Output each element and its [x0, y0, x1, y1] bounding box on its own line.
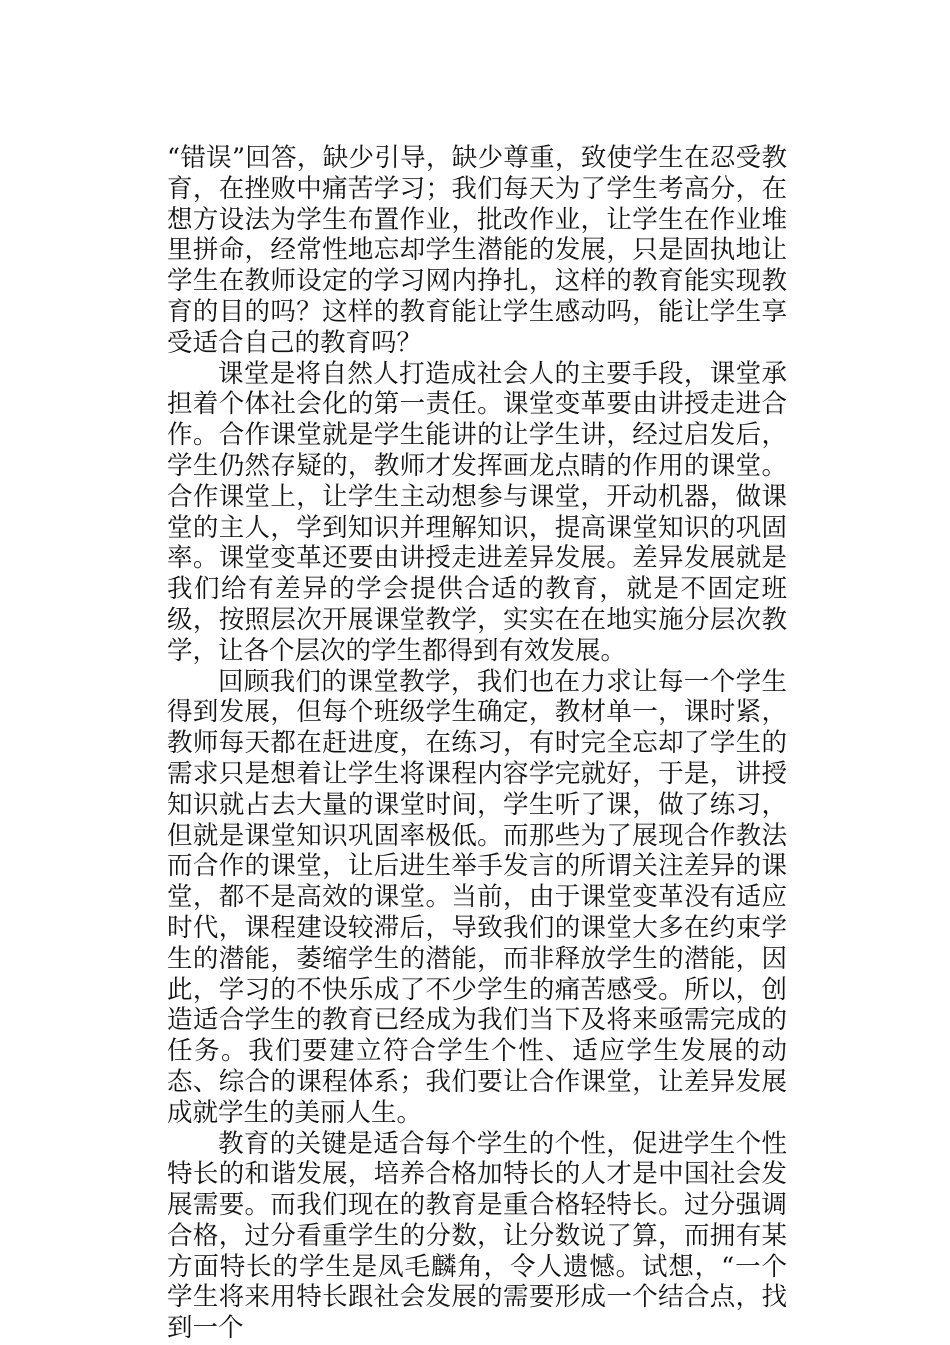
- paragraph-1: “错误”回答，缺少引导，缺少尊重，致使学生在忍受教育，在挫败中痛苦学习；我们每天为了学生考高分，在想方设法为学生布置作业，批改作业，让学生在作业堆里拼命，经常性地忘却学生潜能的发展，只是固执地让学生在教师设定的学习网内挣扎，这样的教育能实现教育的目的吗？这样的教育能让学生感动吗，能让学生享受适合自己的教育吗？: [167, 143, 787, 358]
- document-page: [167, 143, 787, 1344]
- paragraph-2: 课堂是将自然人打造成社会人的主要手段，课堂承担着个体社会化的第一责任。课堂变革要由讲授走进合作。合作课堂就是学生能讲的让学生讲，经过启发后，学生仍然存疑的，教师才发挥画龙点睛的作用的课堂。合作课堂上，让学生主动想参与课堂，开动机器，做课堂的主人，学到知识并理解知识，提高课堂知识的巩固率。课堂变革还要由讲授走进差异发展。差异发展就是我们给有差异的学会提供合适的教育，就是不固定班级，按照层次开展课堂教学，实实在在地实施分层次教学，让各个层次的学生都得到有效发展。: [167, 358, 787, 666]
- paragraph-4: 教育的关键是适合每个学生的个性，促进学生个性特长的和谐发展，培养合格加特长的人才是中国社会发展需要。而我们现在的教育是重合格轻特长。过分强调合格，过分看重学生的分数，让分数说了算，而拥有某方面特长的学生是凤毛麟角，令人遗憾。试想，“一个学生将来用特长跟社会发展的需要形成一个结合点，找到一个: [167, 1128, 787, 1344]
- paragraph-3: 回顾我们的课堂教学，我们也在力求让每一个学生得到发展，但每个班级学生确定，教材单一，课时紧，教师每天都在赶进度，在练习，有时完全忘却了学生的需求只是想着让学生将课程内容学完就好，于是，讲授知识就占去大量的课堂时间，学生听了课，做了练习，但就是课堂知识巩固率极低。而那些为了展现合作教法而合作的课堂，让后进生举手发言的所谓关注差异的课堂，都不是高效的课堂。当前，由于课堂变革没有适应时代，课程建设较滞后，导致我们的课堂大多在约束学生的潜能，萎缩学生的潜能，而非释放学生的潜能，因此，学习的不快乐成了不少学生的痛苦感受。所以，创造适合学生的教育已经成为我们当下及将来亟需完成的任务。我们要建立符合学生个性、适应学生发展的动态、综合的课程体系；我们要让合作课堂，让差异发展成就学生的美丽人生。: [167, 666, 787, 1128]
